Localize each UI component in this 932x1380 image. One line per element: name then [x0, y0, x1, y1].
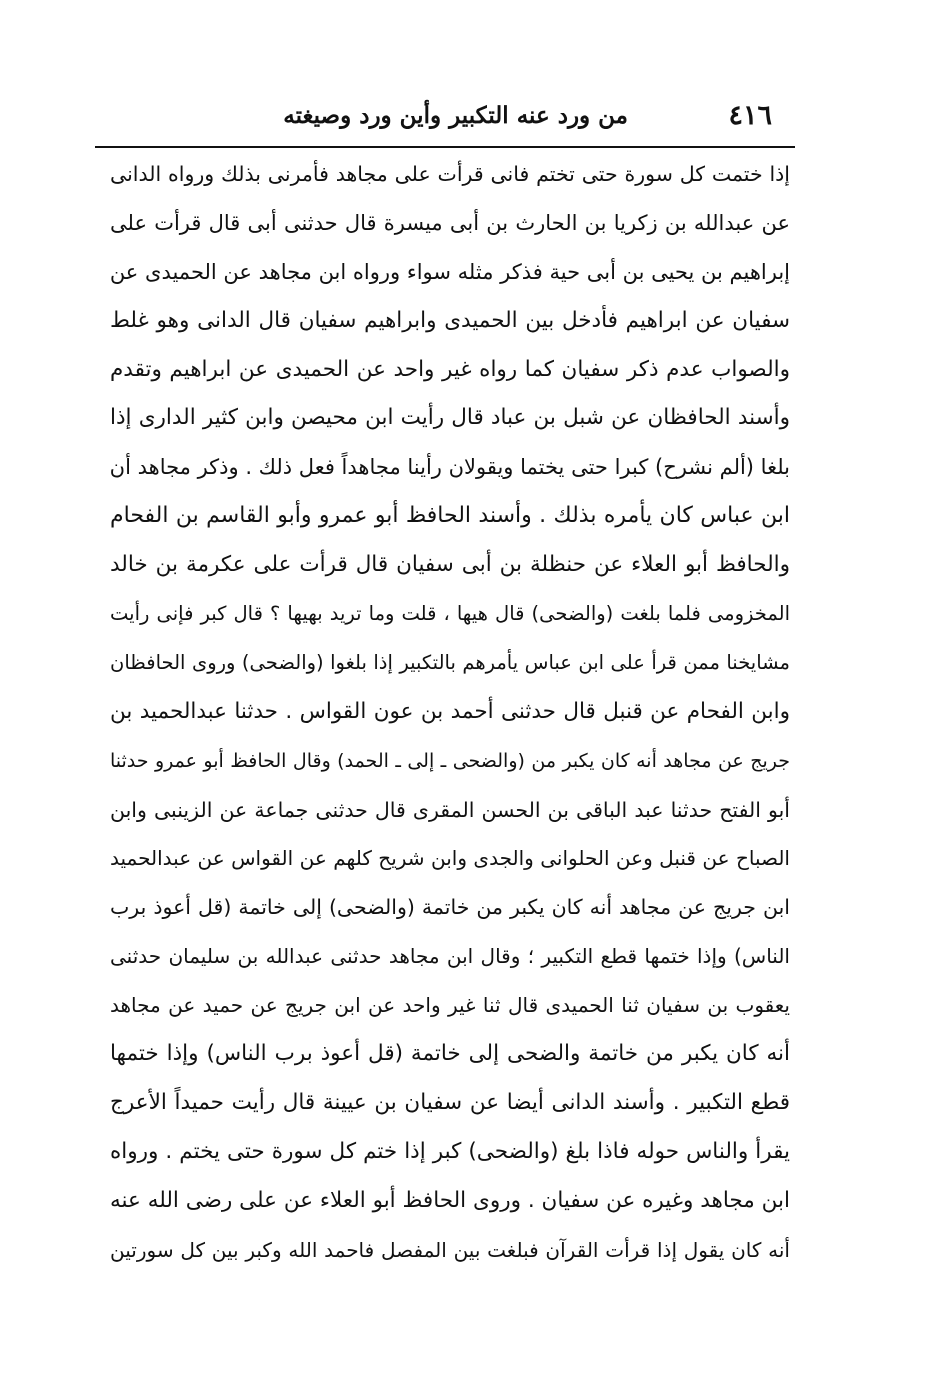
text-line: المخزومى فلما بلغت (والضحى) قال هيها ، قلت وما تريد بهيها ؟ قال كبر فإنى رأيت [110, 602, 790, 626]
text-line: ابن جريج عن مجاهد أنه كان يكبر من خاتمة (والضحى) إلى خاتمة (قل أعوذ برب [110, 895, 790, 920]
text-line: ابن عباس كان يأمره بذلك . وأسند الحافظ أبو عمرو وأبو القاسم بن الفحام [110, 503, 790, 529]
text-line: الصباح عن قنبل وعن الحلوانى والجدى وابن شريح كلهم عن القواس عن عبدالحميد [110, 846, 790, 871]
text-line: أنه كان يكبر من خاتمة والضحى إلى خاتمة (قل أعوذ برب الناس) وإذا ختمها [110, 1041, 790, 1067]
running-title: من ورد عنه التكبير وأين ورد وصيغته [283, 102, 628, 129]
text-line: إذا ختمت كل سورة حتى تختم فانى قرأت على مجاهد فأمرنى بذلك ورواه الدانى [110, 162, 790, 186]
text-line: يعقوب بن سفيان ثنا الحميدى قال ثنا غير واحد عن ابن جريج عن حميد عن مجاهد [110, 993, 790, 1018]
text-line: أنه كان يقول إذا قرأت القرآن فبلغت بين المفصل فاحمد الله وكبر بين كل سورتين [110, 1237, 790, 1262]
body-text [110, 150, 790, 1274]
text-line: أبو الفتح حدثنا عبد الباقى بن الحسن المقرى قال حدثنى جماعة عن الزينبى وابن [110, 797, 790, 822]
page-number: ٤١٦ [728, 100, 772, 131]
text-line: عن عبدالله بن زكريا بن الحارث بن أبى ميسرة قال حدثنى أبى قال قرأت على [110, 210, 790, 235]
text-line: والحافظ أبو العلاء عن حنظلة بن أبى سفيان قال قرأت على عكرمة بن خالد [110, 552, 790, 578]
text-line: قطع التكبير . وأسند الدانى أيضا عن سفيان بن عيينة قال رأيت حميداً الأعرج [110, 1089, 790, 1115]
text-line: مشايخنا ممن قرأ على ابن عباس يأمرهم بالتكبير إذا بلغوا (والضحى) وروى الحافظان [110, 650, 790, 674]
page-header [250, 98, 790, 138]
text-line: سفيان عن ابراهيم فأدخل بين الحميدى وابراهيم سفيان قال الدانى وهو غلط [110, 307, 790, 333]
text-line: إبراهيم بن يحيى بن أبى حية فذكر مثله سواء ورواه ابن مجاهد عن الحميدى عن [110, 259, 790, 284]
text-line: الناس) وإذا ختمها قطع التكبير ؛ وقال ابن مجاهد حدثنى عبدالله بن سليمان حدثنى [110, 944, 790, 969]
text-line: جريج عن مجاهد أنه كان يكبر من (والضحى ـ إلى ـ الحمد) وقال الحافظ أبو عمرو حدثنا [110, 749, 790, 772]
header-rule [95, 146, 795, 148]
text-line: وأسند الحافظان عن شبل بن عباد قال رأيت ابن محيصن وابن كثير الدارى إذا [110, 405, 790, 431]
text-line: بلغا (ألم نشرح) كبرا حتى يختما ويقولان رأينا مجاهداً فعل ذلك . وذكر مجاهد أن [110, 455, 790, 480]
text-line: والصواب عدم ذكر سفيان كما رواه غير واحد عن الحميدى عن ابراهيم وتقدم [110, 356, 790, 382]
text-line: ابن مجاهد وغيره عن سفيان . وروى الحافظ أبو العلاء عن على رضى الله عنه [110, 1187, 790, 1213]
text-line: وابن الفحام عن قنبل قال حدثنى أحمد بن عون القواس . حدثنا عبدالحميد بن [110, 698, 790, 724]
text-line: يقرأ والناس حوله فاذا بلغ (والضحى) كبر إذا ختم كل سورة حتى يختم . ورواه [110, 1138, 790, 1164]
